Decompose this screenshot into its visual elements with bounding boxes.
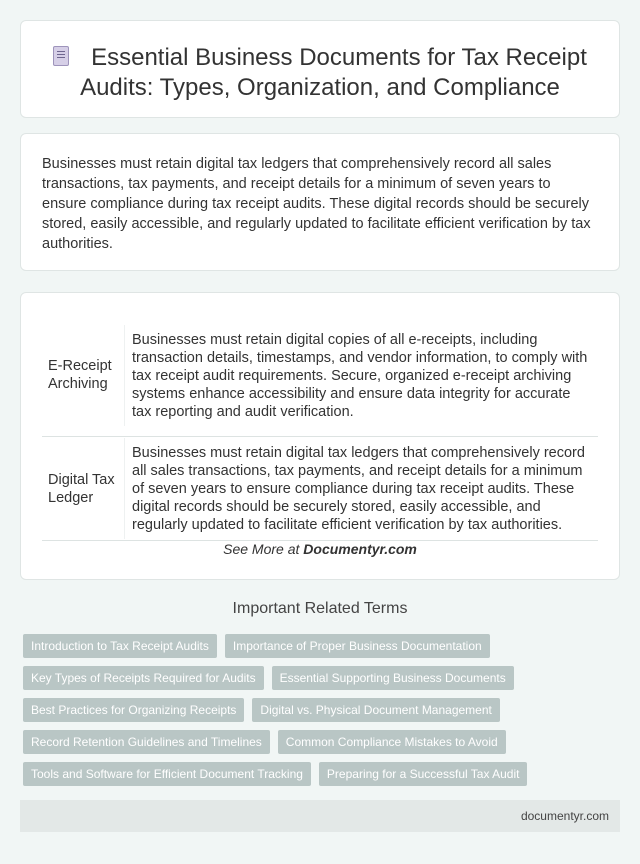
related-term-chip[interactable]: Tools and Software for Efficient Document Tracking bbox=[23, 762, 311, 786]
document-icon bbox=[53, 46, 69, 66]
related-term-chip[interactable]: Common Compliance Mistakes to Avoid bbox=[278, 730, 506, 754]
description-cell: Businesses must retain digital tax ledgers that comprehensively record all sales transactions, tax payments, and receipt details for a minimum of seven years to ensure compliance during tax receipt audits. These digital records should be securely stored, easily accessible, and regularly updated to facilitate efficient verification by tax authorities. bbox=[124, 438, 598, 539]
chip-row bbox=[23, 730, 623, 754]
chip-row bbox=[23, 698, 623, 722]
chip-row bbox=[23, 666, 623, 690]
summary-card bbox=[20, 133, 620, 271]
see-more-site: Documentyr.com bbox=[303, 541, 417, 557]
chip-row bbox=[23, 634, 623, 658]
term-cell: E-Receipt Archiving bbox=[48, 358, 112, 392]
see-more-link[interactable] bbox=[21, 541, 619, 557]
definitions-card bbox=[20, 292, 620, 580]
related-term-chip[interactable]: Best Practices for Organizing Receipts bbox=[23, 698, 244, 722]
description-cell: Businesses must retain digital copies of all e-receipts, including transaction details, timestamps, and vendor information, to comply with tax receipt audit requirements. Secure, organized e-receipt archiving systems enhance accessibility and ensure data integrity for accurate tax reporting and audit verification. bbox=[124, 325, 598, 426]
chip-row bbox=[23, 762, 623, 786]
related-term-chip[interactable]: Importance of Proper Business Documentation bbox=[225, 634, 490, 658]
table-row bbox=[42, 314, 598, 437]
term-cell: Digital Tax Ledger bbox=[48, 471, 115, 506]
title-card bbox=[20, 20, 620, 118]
table-row bbox=[42, 437, 598, 541]
definitions-table bbox=[42, 314, 598, 541]
footer-link[interactable]: documentyr.com bbox=[520, 809, 609, 823]
related-term-chip[interactable]: Introduction to Tax Receipt Audits bbox=[23, 634, 217, 658]
related-term-chip[interactable]: Record Retention Guidelines and Timelines bbox=[23, 730, 270, 754]
summary-text: Businesses must retain digital tax ledgers that comprehensively record all sales transactions, tax payments, and receipt details for a minimum of seven years to ensure compliance during tax receipt audits. These digital records should be securely stored, easily accessible, and regularly updated to facilitate efficient verification by tax authorities. bbox=[42, 156, 591, 252]
related-term-chip[interactable]: Preparing for a Successful Tax Audit bbox=[319, 762, 528, 786]
page-title-text: Essential Business Documents for Tax Receipt Audits: Types, Organization, and Compliance bbox=[80, 44, 587, 101]
see-more-prefix: See More at bbox=[223, 541, 304, 557]
related-term-chip[interactable]: Essential Supporting Business Documents bbox=[272, 666, 514, 690]
related-terms-list bbox=[23, 634, 623, 794]
footer bbox=[20, 800, 620, 832]
related-term-chip[interactable]: Key Types of Receipts Required for Audits bbox=[23, 666, 264, 690]
page-title bbox=[21, 43, 619, 103]
related-term-chip[interactable]: Digital vs. Physical Document Management bbox=[252, 698, 499, 722]
related-terms-heading: Important Related Terms bbox=[232, 600, 408, 617]
